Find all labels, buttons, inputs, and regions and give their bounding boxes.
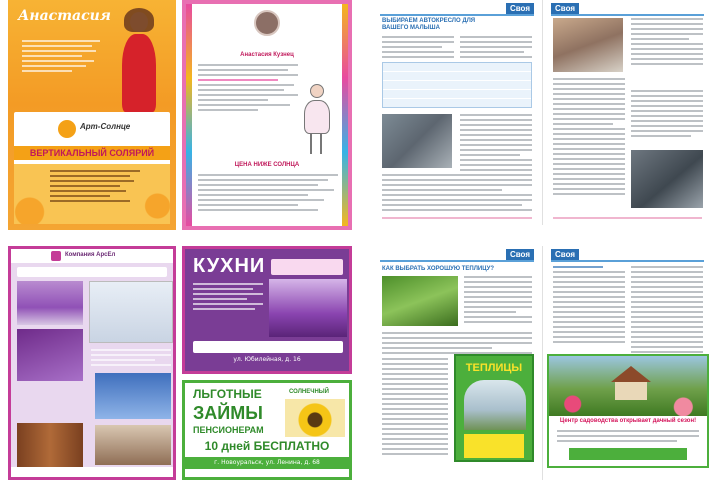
cabinet-photo [95, 425, 171, 465]
kitchen-title: КУХНИ [193, 255, 266, 277]
magazine-logo: Своя [551, 3, 579, 14]
salon-logo [254, 10, 280, 36]
rainbow-edge [186, 4, 192, 226]
wardrobe-photo [17, 423, 83, 467]
greenhouse-title: ТЕПЛИЦЫ [465, 362, 523, 374]
badge-text: Арт-Солнце [80, 122, 131, 131]
house-icon [51, 251, 61, 261]
rainbow-edge-right [342, 4, 348, 226]
infant-seat-photo [631, 150, 703, 208]
magazine-logo: Своя [506, 3, 534, 14]
loan-line3: ПЕНСИОНЕРАМ [193, 425, 264, 435]
orange-logo [58, 120, 76, 138]
house-body [615, 382, 647, 400]
spread4-left-page [372, 246, 542, 480]
article-headline: КАК ВЫБРАТЬ ХОРОШУЮ ТЕПЛИЦУ? [382, 266, 494, 272]
loan-badge: СОЛНЕЧНЫЙ [289, 389, 329, 395]
article-headline: ВЫБИРАЕМ АВТОКРЕСЛО ДЛЯ ВАШЕГО МАЛЫША [382, 18, 476, 31]
greenhouse-photo [464, 380, 526, 430]
spread3-right-page [182, 246, 352, 480]
solar-panel [14, 112, 170, 224]
kitchen-photo-purple [17, 281, 83, 325]
loan-line4: 10 дней БЕСПЛАТНО [204, 439, 330, 453]
garden-center-ad [547, 354, 709, 468]
greenhouse-ad [454, 354, 534, 462]
lead-list [22, 40, 102, 75]
solar-title: ВЕРТИКАЛЬНЫЙ СОЛЯРИЙ [14, 146, 170, 160]
garden-banner: Центр садоводства открывает дачный сезон! [559, 418, 697, 424]
car-seat-photo [382, 114, 452, 168]
brand-bar [11, 249, 173, 263]
section-title: ЦЕНА НИЖЕ СОЛНЦА [234, 162, 300, 168]
house-roof [611, 366, 651, 382]
sunflower-photo [285, 399, 345, 437]
bathroom-photo [95, 373, 171, 419]
gardener-photo [382, 276, 458, 326]
spread2-right-page [542, 0, 712, 225]
loan-address: г. Новоуральск, ул. Ленина, д. 68 [185, 457, 349, 469]
salon-header: Анастасия Кузнец [240, 52, 294, 58]
loan-line2: ЗАЙМЫ [193, 403, 263, 423]
brand-name: Компания АрсЕл [65, 252, 116, 258]
kitchen-address: ул. Юбилейная, д. 16 [233, 356, 301, 363]
fashion-illustration [296, 84, 340, 156]
spread2-left-page [372, 0, 542, 225]
kitchen-ad [182, 246, 352, 374]
spread3-left-page [8, 246, 176, 480]
spread4-right-page [542, 246, 712, 480]
child-photo [553, 18, 623, 72]
loan-line1: ЛЬГОТНЫЕ [193, 387, 262, 401]
spread1-left-page [8, 0, 176, 230]
loan-ad [182, 380, 352, 480]
kitchen-photo-violet [17, 329, 83, 381]
magazine-logo: Своя [506, 249, 534, 260]
brand-script: Анастасия [18, 8, 111, 24]
window-photo [89, 281, 173, 343]
group-table [382, 62, 532, 108]
spread1-right-page [182, 0, 352, 230]
model-photo [108, 6, 170, 112]
purple-kitchen-photo [269, 279, 347, 337]
magazine-logo: Своя [551, 249, 579, 260]
